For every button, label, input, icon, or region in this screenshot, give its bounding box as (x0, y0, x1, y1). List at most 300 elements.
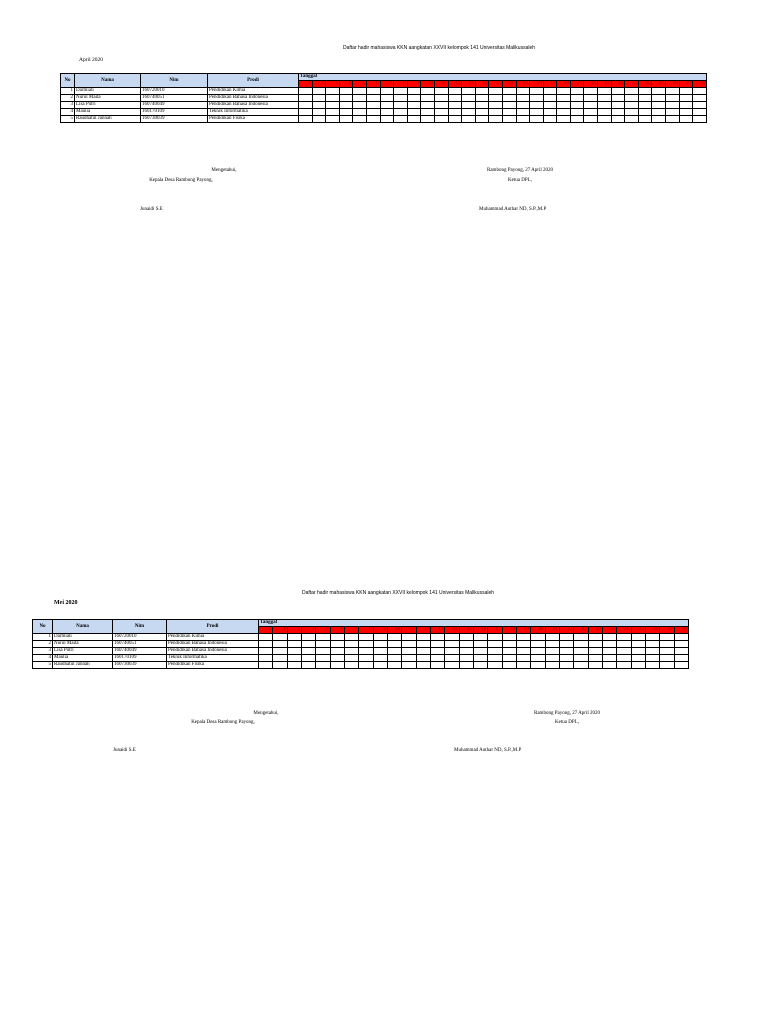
attendance-cell[interactable] (366, 88, 380, 95)
attendance-cell[interactable] (421, 95, 435, 102)
attendance-cell[interactable] (645, 641, 659, 648)
attendance-cell[interactable] (402, 662, 416, 669)
attendance-cell[interactable] (638, 109, 652, 116)
attendance-cell[interactable] (602, 655, 616, 662)
attendance-cell[interactable] (359, 662, 373, 669)
attendance-cell[interactable] (330, 641, 344, 648)
attendance-cell[interactable] (489, 102, 503, 109)
attendance-cell[interactable] (359, 641, 373, 648)
attendance-cell[interactable] (516, 109, 530, 116)
attendance-cell[interactable] (421, 102, 435, 109)
attendance-cell[interactable] (502, 655, 516, 662)
attendance-cell[interactable] (448, 109, 462, 116)
attendance-cell[interactable] (459, 662, 473, 669)
attendance-cell[interactable] (445, 662, 459, 669)
attendance-cell[interactable] (617, 634, 631, 641)
attendance-cell[interactable] (588, 641, 602, 648)
attendance-cell[interactable] (570, 109, 584, 116)
attendance-cell[interactable] (559, 662, 573, 669)
attendance-cell[interactable] (330, 648, 344, 655)
attendance-cell[interactable] (602, 648, 616, 655)
attendance-cell[interactable] (584, 116, 598, 123)
attendance-cell[interactable] (312, 102, 326, 109)
attendance-cell[interactable] (660, 648, 674, 655)
attendance-cell[interactable] (430, 634, 444, 641)
attendance-cell[interactable] (330, 634, 344, 641)
attendance-cell[interactable] (516, 95, 530, 102)
attendance-cell[interactable] (545, 634, 559, 641)
attendance-cell[interactable] (693, 102, 707, 109)
attendance-cell[interactable] (407, 95, 421, 102)
attendance-cell[interactable] (638, 102, 652, 109)
attendance-cell[interactable] (679, 95, 693, 102)
attendance-cell[interactable] (559, 655, 573, 662)
attendance-cell[interactable] (316, 641, 330, 648)
attendance-cell[interactable] (574, 634, 588, 641)
attendance-cell[interactable] (316, 634, 330, 641)
attendance-cell[interactable] (380, 109, 394, 116)
attendance-cell[interactable] (407, 109, 421, 116)
attendance-cell[interactable] (380, 88, 394, 95)
attendance-cell[interactable] (516, 655, 530, 662)
attendance-cell[interactable] (557, 116, 571, 123)
attendance-cell[interactable] (339, 116, 353, 123)
attendance-cell[interactable] (299, 95, 313, 102)
attendance-cell[interactable] (617, 655, 631, 662)
attendance-cell[interactable] (366, 95, 380, 102)
attendance-cell[interactable] (660, 641, 674, 648)
attendance-cell[interactable] (273, 634, 287, 641)
attendance-cell[interactable] (445, 641, 459, 648)
attendance-cell[interactable] (312, 116, 326, 123)
attendance-cell[interactable] (679, 116, 693, 123)
attendance-cell[interactable] (273, 641, 287, 648)
attendance-cell[interactable] (344, 662, 358, 669)
attendance-cell[interactable] (631, 648, 645, 655)
attendance-cell[interactable] (625, 102, 639, 109)
attendance-cell[interactable] (666, 102, 680, 109)
attendance-cell[interactable] (459, 648, 473, 655)
attendance-cell[interactable] (666, 95, 680, 102)
attendance-cell[interactable] (543, 102, 557, 109)
attendance-cell[interactable] (326, 116, 340, 123)
attendance-cell[interactable] (631, 641, 645, 648)
attendance-cell[interactable] (344, 641, 358, 648)
attendance-cell[interactable] (402, 655, 416, 662)
attendance-cell[interactable] (516, 662, 530, 669)
attendance-cell[interactable] (617, 662, 631, 669)
attendance-cell[interactable] (366, 102, 380, 109)
attendance-cell[interactable] (353, 116, 367, 123)
attendance-cell[interactable] (353, 95, 367, 102)
attendance-cell[interactable] (407, 116, 421, 123)
attendance-cell[interactable] (557, 109, 571, 116)
attendance-cell[interactable] (543, 109, 557, 116)
attendance-cell[interactable] (459, 655, 473, 662)
attendance-cell[interactable] (611, 109, 625, 116)
attendance-cell[interactable] (679, 109, 693, 116)
attendance-cell[interactable] (638, 88, 652, 95)
attendance-cell[interactable] (299, 116, 313, 123)
attendance-cell[interactable] (434, 88, 448, 95)
attendance-cell[interactable] (645, 648, 659, 655)
attendance-cell[interactable] (611, 95, 625, 102)
attendance-cell[interactable] (631, 634, 645, 641)
attendance-cell[interactable] (570, 88, 584, 95)
attendance-cell[interactable] (660, 655, 674, 662)
attendance-cell[interactable] (373, 641, 387, 648)
attendance-cell[interactable] (516, 648, 530, 655)
attendance-cell[interactable] (502, 116, 516, 123)
attendance-cell[interactable] (326, 102, 340, 109)
attendance-cell[interactable] (652, 109, 666, 116)
attendance-cell[interactable] (312, 109, 326, 116)
attendance-cell[interactable] (488, 641, 502, 648)
attendance-cell[interactable] (588, 634, 602, 641)
attendance-cell[interactable] (531, 641, 545, 648)
attendance-cell[interactable] (373, 648, 387, 655)
attendance-cell[interactable] (448, 116, 462, 123)
attendance-cell[interactable] (330, 655, 344, 662)
attendance-cell[interactable] (421, 88, 435, 95)
attendance-cell[interactable] (462, 116, 476, 123)
attendance-cell[interactable] (574, 662, 588, 669)
attendance-cell[interactable] (559, 634, 573, 641)
attendance-cell[interactable] (693, 109, 707, 116)
attendance-cell[interactable] (531, 648, 545, 655)
attendance-cell[interactable] (273, 662, 287, 669)
attendance-cell[interactable] (598, 95, 612, 102)
attendance-cell[interactable] (448, 102, 462, 109)
attendance-cell[interactable] (287, 662, 301, 669)
attendance-cell[interactable] (516, 88, 530, 95)
attendance-cell[interactable] (557, 88, 571, 95)
attendance-cell[interactable] (473, 648, 487, 655)
attendance-cell[interactable] (448, 88, 462, 95)
attendance-cell[interactable] (387, 641, 401, 648)
attendance-cell[interactable] (489, 88, 503, 95)
attendance-cell[interactable] (570, 95, 584, 102)
attendance-cell[interactable] (574, 648, 588, 655)
attendance-cell[interactable] (359, 634, 373, 641)
attendance-cell[interactable] (638, 116, 652, 123)
attendance-cell[interactable] (611, 88, 625, 95)
attendance-cell[interactable] (598, 102, 612, 109)
attendance-cell[interactable] (421, 116, 435, 123)
attendance-cell[interactable] (445, 655, 459, 662)
attendance-cell[interactable] (394, 109, 408, 116)
attendance-cell[interactable] (421, 109, 435, 116)
attendance-cell[interactable] (488, 634, 502, 641)
attendance-cell[interactable] (339, 109, 353, 116)
attendance-cell[interactable] (574, 641, 588, 648)
attendance-cell[interactable] (402, 648, 416, 655)
attendance-cell[interactable] (679, 102, 693, 109)
attendance-cell[interactable] (312, 95, 326, 102)
attendance-cell[interactable] (598, 109, 612, 116)
attendance-cell[interactable] (259, 634, 273, 641)
attendance-cell[interactable] (545, 655, 559, 662)
attendance-cell[interactable] (259, 662, 273, 669)
attendance-cell[interactable] (502, 109, 516, 116)
attendance-cell[interactable] (693, 95, 707, 102)
attendance-cell[interactable] (660, 662, 674, 669)
attendance-cell[interactable] (473, 641, 487, 648)
attendance-cell[interactable] (584, 102, 598, 109)
attendance-cell[interactable] (473, 634, 487, 641)
attendance-cell[interactable] (394, 116, 408, 123)
attendance-cell[interactable] (259, 648, 273, 655)
attendance-cell[interactable] (530, 116, 544, 123)
attendance-cell[interactable] (434, 102, 448, 109)
attendance-cell[interactable] (674, 655, 688, 662)
attendance-cell[interactable] (530, 95, 544, 102)
attendance-cell[interactable] (366, 109, 380, 116)
attendance-cell[interactable] (602, 634, 616, 641)
attendance-cell[interactable] (473, 655, 487, 662)
attendance-cell[interactable] (394, 102, 408, 109)
attendance-cell[interactable] (339, 88, 353, 95)
attendance-cell[interactable] (625, 95, 639, 102)
attendance-cell[interactable] (326, 109, 340, 116)
attendance-cell[interactable] (584, 88, 598, 95)
attendance-cell[interactable] (475, 102, 489, 109)
attendance-cell[interactable] (502, 634, 516, 641)
attendance-cell[interactable] (502, 648, 516, 655)
attendance-cell[interactable] (611, 116, 625, 123)
attendance-cell[interactable] (380, 95, 394, 102)
attendance-cell[interactable] (559, 641, 573, 648)
attendance-cell[interactable] (588, 655, 602, 662)
attendance-cell[interactable] (301, 648, 315, 655)
attendance-cell[interactable] (598, 116, 612, 123)
attendance-cell[interactable] (638, 95, 652, 102)
attendance-cell[interactable] (299, 88, 313, 95)
attendance-cell[interactable] (530, 102, 544, 109)
attendance-cell[interactable] (459, 634, 473, 641)
attendance-cell[interactable] (330, 662, 344, 669)
attendance-cell[interactable] (312, 88, 326, 95)
attendance-cell[interactable] (679, 88, 693, 95)
attendance-cell[interactable] (373, 655, 387, 662)
attendance-cell[interactable] (387, 634, 401, 641)
attendance-cell[interactable] (674, 641, 688, 648)
attendance-cell[interactable] (339, 95, 353, 102)
attendance-cell[interactable] (666, 116, 680, 123)
attendance-cell[interactable] (475, 88, 489, 95)
attendance-cell[interactable] (359, 655, 373, 662)
attendance-cell[interactable] (502, 95, 516, 102)
attendance-cell[interactable] (430, 648, 444, 655)
attendance-cell[interactable] (416, 662, 430, 669)
attendance-cell[interactable] (299, 109, 313, 116)
attendance-cell[interactable] (301, 641, 315, 648)
attendance-cell[interactable] (434, 109, 448, 116)
attendance-cell[interactable] (459, 641, 473, 648)
attendance-cell[interactable] (387, 648, 401, 655)
attendance-cell[interactable] (416, 648, 430, 655)
attendance-cell[interactable] (652, 102, 666, 109)
attendance-cell[interactable] (602, 641, 616, 648)
attendance-cell[interactable] (617, 641, 631, 648)
attendance-cell[interactable] (502, 88, 516, 95)
attendance-cell[interactable] (530, 109, 544, 116)
attendance-cell[interactable] (588, 648, 602, 655)
attendance-cell[interactable] (489, 95, 503, 102)
attendance-cell[interactable] (666, 109, 680, 116)
attendance-cell[interactable] (259, 655, 273, 662)
attendance-cell[interactable] (693, 116, 707, 123)
attendance-cell[interactable] (326, 95, 340, 102)
attendance-cell[interactable] (380, 116, 394, 123)
attendance-cell[interactable] (353, 109, 367, 116)
attendance-cell[interactable] (489, 116, 503, 123)
attendance-cell[interactable] (531, 662, 545, 669)
attendance-cell[interactable] (488, 655, 502, 662)
attendance-cell[interactable] (462, 95, 476, 102)
attendance-cell[interactable] (617, 648, 631, 655)
attendance-cell[interactable] (394, 88, 408, 95)
attendance-cell[interactable] (434, 95, 448, 102)
attendance-cell[interactable] (287, 641, 301, 648)
attendance-cell[interactable] (402, 641, 416, 648)
attendance-cell[interactable] (445, 648, 459, 655)
attendance-cell[interactable] (531, 634, 545, 641)
attendance-cell[interactable] (652, 116, 666, 123)
attendance-cell[interactable] (502, 662, 516, 669)
attendance-cell[interactable] (462, 109, 476, 116)
attendance-cell[interactable] (416, 641, 430, 648)
attendance-cell[interactable] (598, 88, 612, 95)
attendance-cell[interactable] (652, 95, 666, 102)
attendance-cell[interactable] (570, 102, 584, 109)
attendance-cell[interactable] (584, 95, 598, 102)
attendance-cell[interactable] (625, 116, 639, 123)
attendance-cell[interactable] (645, 634, 659, 641)
attendance-cell[interactable] (430, 655, 444, 662)
attendance-cell[interactable] (611, 102, 625, 109)
attendance-cell[interactable] (387, 662, 401, 669)
attendance-cell[interactable] (301, 655, 315, 662)
attendance-cell[interactable] (407, 102, 421, 109)
attendance-cell[interactable] (373, 634, 387, 641)
attendance-cell[interactable] (530, 88, 544, 95)
attendance-cell[interactable] (516, 634, 530, 641)
attendance-cell[interactable] (502, 641, 516, 648)
attendance-cell[interactable] (287, 655, 301, 662)
attendance-cell[interactable] (299, 102, 313, 109)
attendance-cell[interactable] (445, 634, 459, 641)
attendance-cell[interactable] (416, 655, 430, 662)
attendance-cell[interactable] (570, 116, 584, 123)
attendance-cell[interactable] (652, 88, 666, 95)
attendance-cell[interactable] (516, 641, 530, 648)
attendance-cell[interactable] (407, 88, 421, 95)
attendance-cell[interactable] (430, 641, 444, 648)
attendance-cell[interactable] (301, 634, 315, 641)
attendance-cell[interactable] (625, 109, 639, 116)
attendance-cell[interactable] (602, 662, 616, 669)
attendance-cell[interactable] (545, 641, 559, 648)
attendance-cell[interactable] (574, 655, 588, 662)
attendance-cell[interactable] (326, 88, 340, 95)
attendance-cell[interactable] (543, 88, 557, 95)
attendance-cell[interactable] (394, 95, 408, 102)
attendance-cell[interactable] (557, 95, 571, 102)
attendance-cell[interactable] (693, 88, 707, 95)
attendance-cell[interactable] (674, 662, 688, 669)
attendance-cell[interactable] (416, 634, 430, 641)
attendance-cell[interactable] (462, 88, 476, 95)
attendance-cell[interactable] (353, 88, 367, 95)
attendance-cell[interactable] (462, 102, 476, 109)
attendance-cell[interactable] (353, 102, 367, 109)
attendance-cell[interactable] (430, 662, 444, 669)
attendance-cell[interactable] (488, 648, 502, 655)
attendance-cell[interactable] (344, 648, 358, 655)
attendance-cell[interactable] (273, 648, 287, 655)
attendance-cell[interactable] (344, 655, 358, 662)
attendance-cell[interactable] (531, 655, 545, 662)
attendance-cell[interactable] (366, 116, 380, 123)
attendance-cell[interactable] (516, 102, 530, 109)
attendance-cell[interactable] (489, 109, 503, 116)
attendance-cell[interactable] (316, 662, 330, 669)
attendance-cell[interactable] (631, 662, 645, 669)
attendance-cell[interactable] (301, 662, 315, 669)
attendance-cell[interactable] (645, 655, 659, 662)
attendance-cell[interactable] (373, 662, 387, 669)
attendance-cell[interactable] (559, 648, 573, 655)
attendance-cell[interactable] (287, 634, 301, 641)
attendance-cell[interactable] (674, 634, 688, 641)
attendance-cell[interactable] (557, 102, 571, 109)
attendance-cell[interactable] (387, 655, 401, 662)
attendance-cell[interactable] (584, 109, 598, 116)
attendance-cell[interactable] (666, 88, 680, 95)
attendance-cell[interactable] (543, 95, 557, 102)
attendance-cell[interactable] (631, 655, 645, 662)
attendance-cell[interactable] (502, 102, 516, 109)
attendance-cell[interactable] (588, 662, 602, 669)
attendance-cell[interactable] (516, 116, 530, 123)
attendance-cell[interactable] (475, 109, 489, 116)
attendance-cell[interactable] (402, 634, 416, 641)
attendance-cell[interactable] (448, 95, 462, 102)
attendance-cell[interactable] (545, 662, 559, 669)
attendance-cell[interactable] (434, 116, 448, 123)
attendance-cell[interactable] (380, 102, 394, 109)
attendance-cell[interactable] (543, 116, 557, 123)
attendance-cell[interactable] (339, 102, 353, 109)
attendance-cell[interactable] (475, 116, 489, 123)
attendance-cell[interactable] (359, 648, 373, 655)
attendance-cell[interactable] (287, 648, 301, 655)
attendance-cell[interactable] (473, 662, 487, 669)
attendance-cell[interactable] (625, 88, 639, 95)
attendance-cell[interactable] (475, 95, 489, 102)
attendance-cell[interactable] (273, 655, 287, 662)
attendance-cell[interactable] (674, 648, 688, 655)
attendance-cell[interactable] (259, 641, 273, 648)
attendance-cell[interactable] (316, 655, 330, 662)
attendance-cell[interactable] (660, 634, 674, 641)
attendance-cell[interactable] (344, 634, 358, 641)
attendance-cell[interactable] (316, 648, 330, 655)
attendance-cell[interactable] (488, 662, 502, 669)
attendance-cell[interactable] (545, 648, 559, 655)
attendance-cell[interactable] (645, 662, 659, 669)
